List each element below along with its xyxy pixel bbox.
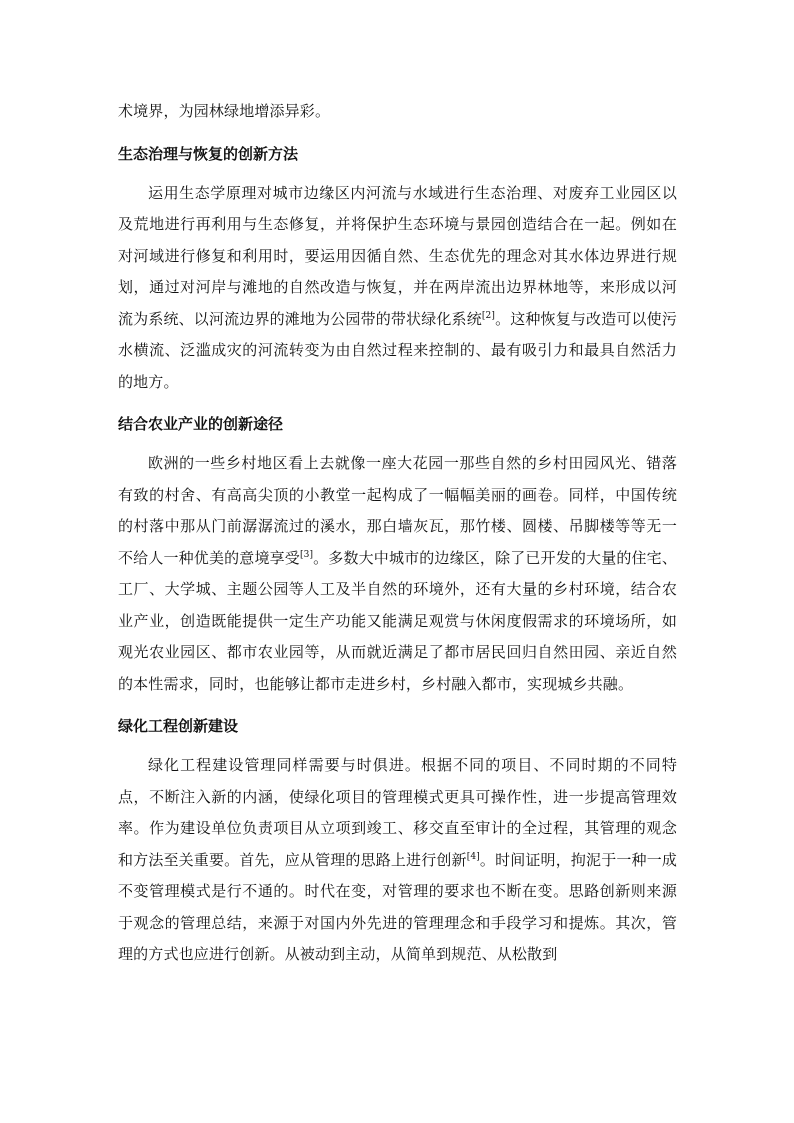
- paragraph-text: 绿化工程建设管理同样需要与时俱进。根据不同的项目、不同时期的不同特点，不断注入新的内涵，使绿化项目的管理模式更具可操作性，进一步提高管理效率。作为建设单位负责项目从立项到竣工、移交直至审计的全过程，其管理的观念和方法至关重要。首先，应从管理的思路上进行创新: [118, 756, 677, 869]
- citation-mark: [4]: [466, 851, 480, 862]
- paragraph-agriculture: [118, 448, 677, 700]
- section-heading-agriculture: 结合农业产业的创新途径: [118, 415, 284, 433]
- paragraph-text: 。时间证明，拘泥于一种一成不变管理模式是行不通的。时代在变，对管理的要求也不断在变。思路创新则来源于观念的管理总结，来源于对国内外先进的管理理念和手段学习和提炼。其次，管理的方式也应进行创新。从被动到主动，从简单到规范、从松散到: [118, 850, 677, 963]
- section-heading-ecological-restoration: 生态治理与恢复的创新方法: [118, 144, 299, 163]
- section-heading-greening-project: 绿化工程创新建设: [118, 717, 239, 735]
- citation-mark: [2]: [481, 310, 496, 321]
- citation-mark: [3]: [299, 549, 314, 560]
- paragraph-ecological-restoration: [118, 178, 677, 399]
- paragraph-text: 。多数大中城市的边缘区，除了已开发的大量的住宅、工厂、大学城、主题公园等人工及半自然的环境外，还有大量的乡村环境，结合农业产业，创造既能提供一定生产功能又能满足观赏与休闲度假需求的环境场所，如观光农业园区、都市农业园等，从而就近满足了都市居民回归自然田园、亲近自然的本性需求，同时，也能够让都市走进乡村，乡村融入都市，实现城乡共融。: [118, 548, 677, 693]
- paragraph-continued: 术境界，为园林绿地增添异彩。: [118, 102, 331, 120]
- paragraph-text: 运用生态学原理对城市边缘区内河流与水域进行生态治理、对废弃工业园区以及荒地进行再利用与生态修复，并将保护生态环境与景园创造结合在一起。例如在对河域进行修复和利用时，要运用因循自然、生态优先的理念对其水体边界进行规划，通过对河岸与滩地的自然改造与恢复，并在两岸流出边界林地等，来形成以河流为系统、以河流边界的滩地为公园带的带状绿化系统: [118, 183, 677, 328]
- paragraph-text: 欧洲的一些乡村地区看上去就像一座大花园一那些自然的乡村田园风光、错落有致的村舍、有高高尖顶的小教堂一起构成了一幅幅美丽的画卷。同样，中国传统的村落中那从门前潺潺流过的溪水，那白墙灰瓦，那竹楼、圆楼、吊脚楼等等无一不给人一种优美的意境享受: [118, 454, 677, 567]
- paragraph-text: 。这种恢复与改造可以使污水横流、泛滥成灾的河流转变为由自然过程来控制的、最有吸引力和最具自然活力的地方。: [118, 309, 677, 391]
- paragraph-greening-project: [118, 750, 677, 971]
